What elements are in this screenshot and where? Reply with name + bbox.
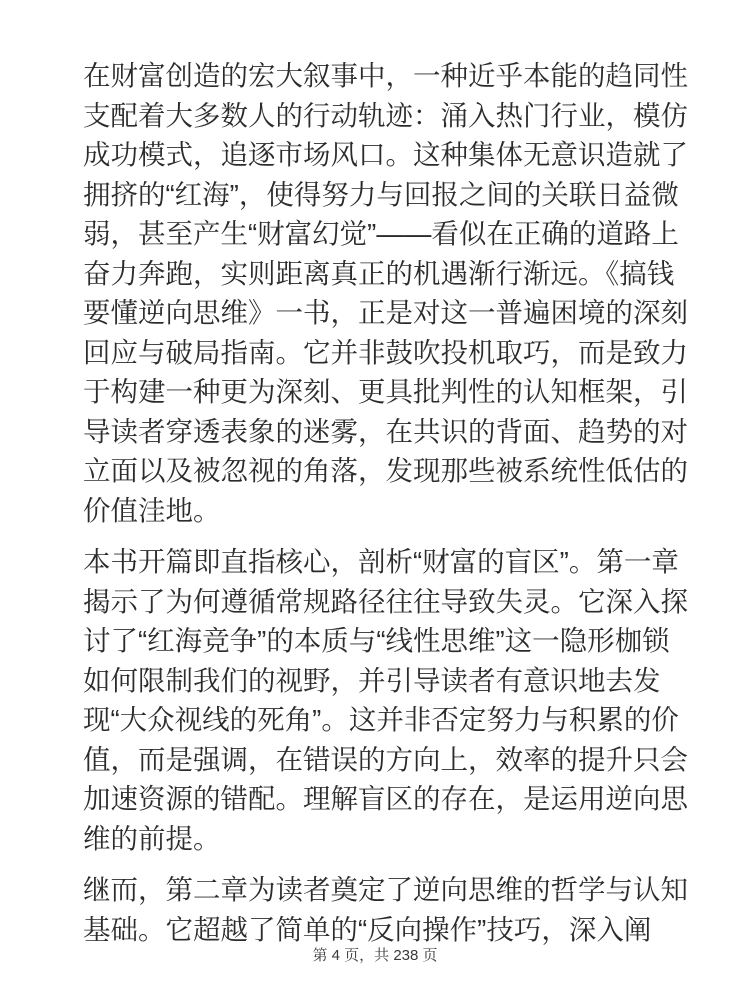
page-body-text [83, 56, 691, 961]
paragraph: 在财富创造的宏大叙事中，一种近乎本能的趋同性支配着大多数人的行动轨迹：涌入热门行业，模仿成功模式，追逐市场风口。这种集体无意识造就了拥挤的“红海”，使得努力与回报之间的关联日益微弱，甚至产生“财富幻觉”——看似在正确的道路上奋力奔跑，实则距离真正的机遇渐行渐远。《搞钱要懂逆向思维》一书，正是对这一普遍困境的深刻回应与破局指南。它并非鼓吹投机取巧，而是致力于构建一种更为深刻、更具批判性的认知框架，引导读者穿透表象的迷雾，在共识的背面、趋势的对立面以及被忽视的角落，发现那些被系统性低估的价值洼地。 [83, 60, 688, 526]
paragraph: 继而，第二章为读者奠定了逆向思维的哲学与认知基础。它超越了简单的“反向操作”技巧，深入阐 [83, 874, 688, 945]
paragraph: 本书开篇即直指核心，剖析“财富的盲区”。第一章揭示了为何遵循常规路径往往导致失灵。它深入探讨了“红海竞争”的本质与“线性思维”这一隐形枷锁如何限制我们的视野，并引导读者有意识地去发现“大众视线的死角”。这并非否定努力与积累的价值，而是强调，在错误的方向上，效率的提升只会加速资源的错配。理解盲区的存在，是运用逆向思维的前提。 [83, 546, 688, 854]
page-number-footer: 第 4 页，共 238 页 [312, 947, 438, 964]
